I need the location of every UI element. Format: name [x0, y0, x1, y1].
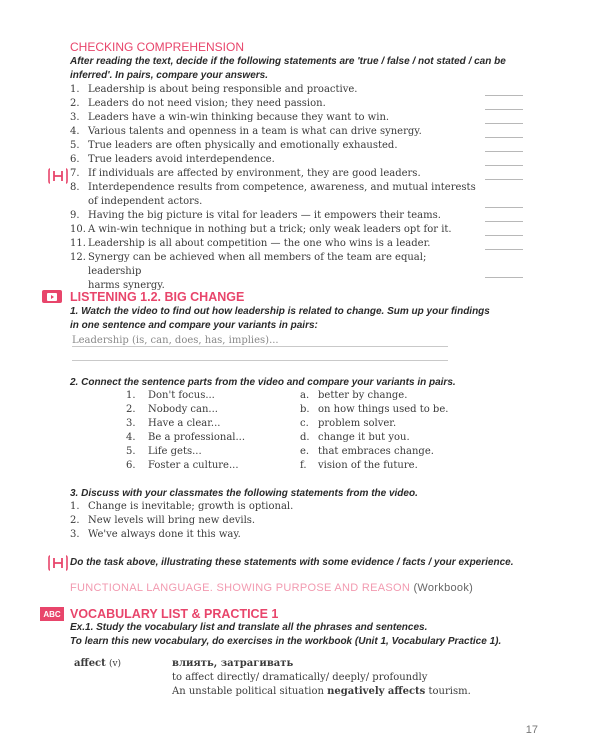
match-right-letter: a. — [300, 390, 310, 401]
statement-text: Synergy can be achieved when all members of the team are equal; leadership — [88, 252, 427, 277]
discussion-statement — [70, 528, 470, 542]
functional-language-heading — [70, 582, 473, 594]
statement-text: Interdependence results from competence, awareness, and mutual interests — [88, 182, 476, 193]
vocabulary-badge: ABC — [40, 607, 64, 621]
answer-blank[interactable] — [485, 165, 523, 166]
statement-number: 11. — [70, 238, 86, 249]
match-right-item — [300, 445, 470, 459]
match-right-text: on how things used to be. — [318, 404, 449, 415]
statement-number: 5. — [70, 140, 80, 151]
statement-number: 3. — [70, 112, 80, 123]
statement-number: 2. — [70, 515, 80, 526]
discussion-statements — [70, 500, 470, 542]
statement-text: Various talents and openness in a team is what can drive synergy. — [88, 126, 422, 137]
answer-blank[interactable] — [485, 109, 523, 110]
match-left-number: 4. — [126, 432, 136, 443]
vocabulary-title: VOCABULARY LIST & PRACTICE 1 — [70, 607, 279, 621]
statement-number: 6. — [70, 154, 80, 165]
video-play-icon[interactable] — [42, 290, 62, 303]
match-left-number: 1. — [126, 390, 136, 401]
answer-blank[interactable] — [485, 235, 523, 236]
vocab-translation: влиять, затрагивать — [172, 658, 294, 669]
statement-number: 3. — [70, 529, 80, 540]
statement-item — [70, 237, 480, 251]
functional-suffix: (Workbook) — [413, 582, 474, 594]
statement-continuation — [70, 195, 480, 209]
match-left-text: Foster a culture... — [148, 460, 239, 471]
statement-item — [70, 167, 480, 181]
match-right-item — [300, 431, 470, 445]
match-left-text: Don't focus... — [148, 390, 215, 401]
match-left-text: Life gets... — [148, 446, 202, 457]
match-right-item — [300, 389, 470, 403]
statement-number: 4. — [70, 126, 80, 137]
match-right-letter: b. — [300, 404, 310, 415]
match-left-item — [126, 417, 296, 431]
listening-ex1: 1. Watch the video to find out how leadership is related to change. Sum up your findings in one sentence and compare your variants in pairs: — [70, 306, 490, 331]
statement-text: A win-win technique in nothing but a trick; only weak leaders opt for it. — [88, 224, 452, 235]
statement-item — [70, 223, 480, 237]
answer-blank[interactable] — [485, 207, 523, 208]
statement-text: Leaders have a win-win thinking because they want to win. — [88, 112, 390, 123]
match-left-text: Have a clear... — [148, 418, 221, 429]
statement-number: 2. — [70, 98, 80, 109]
statement-text: True leaders are often physically and emotionally exhausted. — [88, 140, 398, 151]
statement-text: If individuals are affected by environment, they are good leaders. — [88, 168, 421, 179]
match-left-number: 3. — [126, 418, 136, 429]
statement-number: 10. — [70, 224, 86, 235]
listening-title: LISTENING 1.2. BIG CHANGE — [70, 290, 245, 304]
checking-instruction: After reading the text, decide if the following statements are 'true / false / not stated / can be inferred'. In pairs, compare your answers. — [70, 56, 506, 81]
answer-blank[interactable] — [485, 95, 523, 96]
vocab-word — [74, 657, 121, 671]
vocab-pos: (v) — [108, 659, 122, 669]
statement-number: 8. — [70, 182, 80, 193]
vocabulary-ex1-line2: To learn this new vocabulary, do exercises in the workbook (Unit 1, Vocabulary Practice 1). — [70, 636, 502, 647]
statement-item — [70, 97, 480, 111]
vocab-example-bold: negatively affects — [327, 686, 426, 697]
checking-comprehension-title: CHECKING COMPREHENSION — [70, 40, 245, 54]
match-right-item — [300, 403, 470, 417]
match-right-item — [300, 459, 470, 473]
match-right-letter: c. — [300, 418, 309, 429]
statement-text: We've always done it this way. — [88, 529, 241, 540]
statement-item — [70, 111, 480, 125]
listening-task: Do the task above, illustrating these statements with some evidence / facts / your experience. — [70, 557, 514, 568]
answer-blank[interactable] — [485, 137, 523, 138]
statement-number: 7. — [70, 168, 80, 179]
match-left-item — [126, 403, 296, 417]
statement-number: 1. — [70, 501, 80, 512]
discussion-statement — [70, 514, 470, 528]
statement-text: Leadership is all about competition — the one who wins is a leader. — [88, 238, 431, 249]
indent-spacer — [70, 195, 88, 209]
answer-blank[interactable] — [485, 151, 523, 152]
statement-text: Having the big picture is vital for leaders — it empowers their teams. — [88, 210, 441, 221]
statement-text: Change is inevitable; growth is optional. — [88, 501, 294, 512]
vocab-example-pre: An unstable political situation — [172, 686, 328, 697]
matching-right-column — [300, 389, 470, 473]
match-right-letter: d. — [300, 432, 310, 443]
statement-item — [70, 181, 480, 195]
statement-item — [70, 83, 480, 97]
answer-blank[interactable] — [485, 221, 523, 222]
vocab-example-post: tourism. — [425, 686, 471, 697]
discussion-statement — [70, 500, 470, 514]
statement-text-cont: harms synergy. — [88, 280, 165, 291]
answer-prompt: Leadership (is, can, does, has, implies)... — [72, 335, 279, 346]
match-right-text: problem solver. — [318, 418, 397, 429]
answer-line-1[interactable] — [72, 346, 448, 347]
match-right-letter: e. — [300, 446, 310, 457]
listening-ex2: 2. Connect the sentence parts from the video and compare your variants in pairs. — [70, 377, 456, 388]
statement-item — [70, 153, 480, 167]
statement-number: 1. — [70, 84, 80, 95]
match-right-text: better by change. — [318, 390, 408, 401]
answer-blank[interactable] — [485, 249, 523, 250]
match-left-number: 2. — [126, 404, 136, 415]
statement-text: Leaders do not need vision; they need passion. — [88, 98, 326, 109]
match-left-item — [126, 445, 296, 459]
match-right-letter: f. — [300, 460, 307, 471]
page-number: 17 — [525, 724, 538, 736]
match-right-item — [300, 417, 470, 431]
statement-number: 9. — [70, 210, 80, 221]
answer-line-2[interactable] — [72, 360, 448, 361]
statement-item — [70, 209, 480, 223]
listening-ex3: 3. Discuss with your classmates the following statements from the video. — [70, 488, 418, 499]
statement-text-cont: of independent actors. — [88, 196, 203, 207]
match-left-number: 6. — [126, 460, 136, 471]
vocab-headword: affect — [74, 658, 106, 669]
statement-text: New levels will bring new devils. — [88, 515, 256, 526]
match-left-item — [126, 389, 296, 403]
match-left-item — [126, 431, 296, 445]
match-right-text: vision of the future. — [318, 460, 418, 471]
vocabulary-ex1-line1: Ex.1. Study the vocabulary list and translate all the phrases and sentences. — [70, 622, 428, 633]
pair-work-icon — [48, 555, 68, 569]
answer-blank[interactable] — [485, 123, 523, 124]
statement-text: Leadership is about being responsible and proactive. — [88, 84, 358, 95]
statement-text: True leaders avoid interdependence. — [88, 154, 275, 165]
pair-work-icon — [48, 168, 68, 182]
checking-statements-list — [70, 83, 480, 293]
statement-number: 12. — [70, 252, 86, 263]
answer-blank[interactable] — [485, 179, 523, 180]
match-left-item — [126, 459, 296, 473]
functional-title: FUNCTIONAL LANGUAGE. SHOWING PURPOSE AND REASON — [70, 582, 411, 594]
match-right-text: that embraces change. — [318, 446, 434, 457]
matching-left-column — [126, 389, 296, 473]
match-left-text: Nobody can... — [148, 404, 218, 415]
statement-item — [70, 125, 480, 139]
statement-item — [70, 251, 480, 279]
vocab-example — [172, 685, 471, 699]
vocab-collocations: to affect directly/ dramatically/ deeply/ profoundly — [172, 672, 428, 683]
match-left-text: Be a professional... — [148, 432, 246, 443]
match-left-number: 5. — [126, 446, 136, 457]
statement-item — [70, 139, 480, 153]
match-right-text: change it but you. — [318, 432, 410, 443]
answer-blank[interactable] — [485, 277, 523, 278]
